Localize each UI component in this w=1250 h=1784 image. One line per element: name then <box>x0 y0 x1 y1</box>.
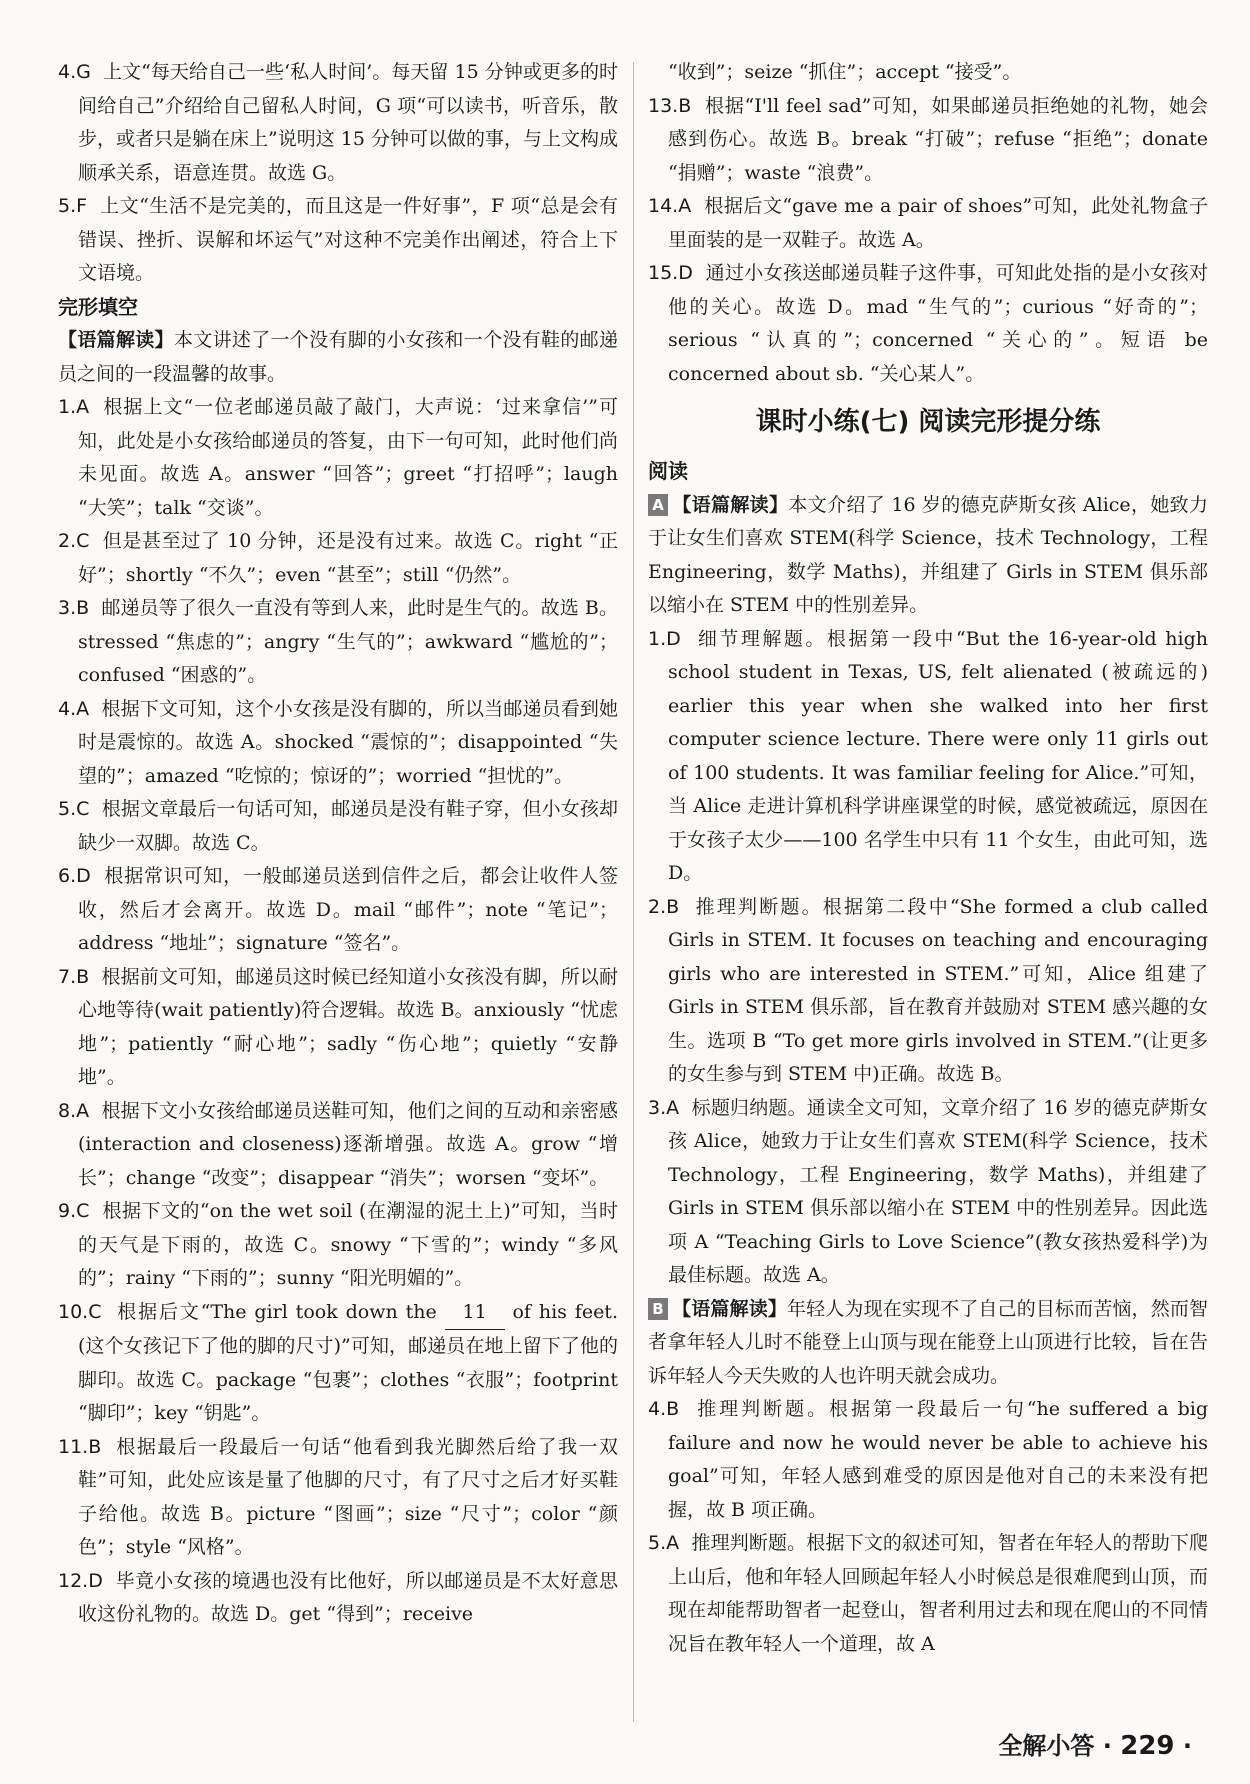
answer-item <box>58 525 618 592</box>
page-number: 229 <box>1120 1731 1175 1761</box>
left-column <box>58 56 618 1632</box>
column-divider <box>633 62 634 1722</box>
answer-text: 根据最后一段最后一句话“他看到我光脚然后给了我一双鞋”可知，此处应该是量了他脚的尺寸，有了尺寸之后才好买鞋子给他。故选 B。picture “图画”；size “尺寸”；color “颜色”；style “风格”。 <box>78 1435 618 1558</box>
note-tag: 【语篇解读】 <box>672 1297 787 1320</box>
answer-item <box>58 56 618 190</box>
cloze-answers <box>58 391 618 1296</box>
answer-item <box>648 190 1208 257</box>
answer-item <box>58 592 618 693</box>
passage-a-answers <box>648 623 1208 1293</box>
answer-number: 4.A <box>58 697 90 720</box>
answer-number: 10.C <box>58 1300 102 1323</box>
answer-number: 4.B <box>648 1398 680 1420</box>
section-cloze-heading: 完形填空 <box>58 294 138 319</box>
answer-item <box>648 891 1208 1092</box>
cloze-answers-final <box>648 90 1208 392</box>
answer-item <box>58 1565 618 1632</box>
right-column <box>648 56 1208 1661</box>
answer-item <box>58 1296 618 1431</box>
page-footer: 全解小答 · 229 · <box>998 1731 1192 1761</box>
answer-text: 上文“生活不是完美的，而且这是一件好事”，F 项“总是会有错误、挫折、误解和坏运气”对这种不完美作出阐述，符合上下文语境。 <box>78 195 618 284</box>
answer-text: 推理判断题。根据第二段中“She formed a club called Girls in STEM. It focuses on teaching and encouraging girls who are interested in STEM.”可知，Alice 组建了 Girls in STEM 俱乐部，旨在教育并鼓励对 STEM 感兴趣的女生。选项 B “To get more girls involved in STEM.”(让更多的女生参与到 STEM 中)正确。故选 B。 <box>668 895 1208 1085</box>
answer-text: 根据后文“gave me a pair of shoes”可知，此处礼物盒子里面装的是一双鞋子。故选 A。 <box>668 195 1208 251</box>
answer-text: 邮递员等了很久一直没有等到人来，此时是生气的。故选 B。stressed “焦虑的”；angry “生气的”；awkward “尴尬的”；confused “困惑的”。 <box>78 597 618 686</box>
answer-item <box>58 1195 618 1296</box>
answer-number: 8.A <box>58 1099 90 1122</box>
answer-number: 9.C <box>58 1200 90 1222</box>
answer-text: 但是甚至过了 10 分钟，还是没有过来。故选 C。right “正好”；shortly “不久”；even “甚至”；still “仍然”。 <box>78 530 618 586</box>
answer-item <box>58 1431 618 1565</box>
answer-item <box>58 1095 618 1196</box>
chapter-title: 课时小练(七) 阅读完形提分练 <box>755 407 1101 437</box>
note-text: 本文介绍了 16 岁的德克萨斯女孩 Alice，她致力于让女生们喜欢 STEM(科学 Science，技术 Technology，工程 Engineering，数学 Maths)，并组建了 Girls in STEM 俱乐部以缩小在 STEM 中的性别差异。 <box>648 493 1208 616</box>
note-tag: 【语篇解读】 <box>672 493 789 516</box>
answer-number: 3.A <box>648 1096 680 1119</box>
note-text: 本文讲述了一个没有脚的小女孩和一个没有鞋的邮递员之间的一段温馨的故事。 <box>58 329 618 385</box>
answer-item <box>58 961 618 1095</box>
passage-b-answers <box>648 1393 1208 1661</box>
answer-text: 根据下文小女孩给邮递员送鞋可知，他们之间的互动和亲密感(interaction and closeness)逐渐增强。故选 A。grow “增长”；change “改变”；disappear “消失”；worsen “变坏”。 <box>78 1099 618 1189</box>
answer-number: 13.B <box>648 94 692 117</box>
answer-text: 推理判断题。根据第一段最后一句“he suffered a big failure and now he would never be able to achieve his goal”可知，年轻人感到难受的原因是他对自己的未来没有把握，故 B 项正确。 <box>668 1398 1208 1521</box>
answer-text: 根据下文的“on the wet soil (在潮湿的泥土上)”可知，当时的天气是下雨的，故选 C。snowy “下雪的”；windy “多风的”；rainy “下雨的”；sunny “阳光明媚的”。 <box>78 1200 618 1289</box>
section-reading-heading: 阅读 <box>648 459 688 483</box>
answer-item <box>58 391 618 525</box>
answer-number: 12.D <box>58 1569 103 1592</box>
answer-text: 根据常识可知，一般邮递员送到信件之后，都会让收件人签收，然后才会离开。故选 D。mail “邮件”；note “笔记”；address “地址”；signature “签名”。 <box>78 865 618 954</box>
answer-item <box>648 257 1208 391</box>
answer-item <box>58 793 618 860</box>
answer-number: 5.F <box>58 195 88 217</box>
answer-item <box>648 1527 1208 1661</box>
answer-text: 根据上文“一位老邮递员敲了敲门，大声说：‘过来拿信’”可知，此处是小女孩给邮递员的答复，由下一句可知，此时他们尚未见面。故选 A。answer “回答”；greet “打招呼”；laugh “大笑”；talk “交谈”。 <box>78 396 618 519</box>
answer-number: 4.G <box>58 61 91 83</box>
answer-text: 细节理解题。根据第一段中“But the 16-year-old high school student in Texas, US, felt alienated (被疏远的) earlier this year when she walked into her first computer science lecture. There were only 11 girls out of 100 students. It was familiar feeling for Alice.”可知，当 Alice 走进计算机科学讲座课堂的时候，感觉被疏远，原因在于女孩子太少——100 名学生中只有 11 个女生，由此可知，选 D。 <box>668 627 1208 884</box>
answer-text: 标题归纳题。通读全文可知，文章介绍了 16 岁的德克萨斯女孩 Alice，她致力于让女生们喜欢 STEM(科学 Science，技术 Technology，工程 Engineering，数学 Maths)，并组建了 Girls in STEM 俱乐部以缩小在 STEM 中的性别差异。因此选项 A “Teaching Girls to Love Science”(教女孩热爱科学)为最佳标题。故选 A。 <box>668 1096 1208 1286</box>
answer-text: 毕竟小女孩的境遇也没有比他好，所以邮递员是不太好意思收这份礼物的。故选 D。get “得到”；receive <box>78 1569 618 1625</box>
answer-item <box>648 1393 1208 1527</box>
note-text: 年轻人为现在实现不了自己的目标而苦恼，然而智者拿年轻人儿时不能登上山顶与现在能登上山顶进行比较，旨在告诉年轻人今天失败的人也许明天就会成功。 <box>648 1297 1208 1387</box>
answer-number: 15.D <box>648 262 693 284</box>
answer-item <box>648 1092 1208 1293</box>
answer-text: 根据下文可知，这个小女孩是没有脚的，所以当邮递员看到她时是震惊的。故选 A。shocked “震惊的”；disappointed “失望的”；amazed “吃惊的；惊讶的”；worried “担忧的”。 <box>78 697 618 787</box>
continuation-text: “收到”；seize “抓住”；accept “接受”。 <box>668 61 1022 83</box>
answer-text-post: of his feet. (这个女孩记下了他的脚的尺寸)”可知，邮递员在地上留下了他的脚印。故选 C。package “包裹”；clothes “衣服”；footprint “脚印”；key “钥匙”。 <box>78 1300 618 1424</box>
answer-number: 5.A <box>648 1532 680 1554</box>
answer-number: 14.A <box>648 195 692 217</box>
passage-a-note <box>648 489 1208 623</box>
cloze-answers-end <box>58 1431 618 1632</box>
answer-text: 根据“I'll feel sad”可知，如果邮递员拒绝她的礼物，她会感到伤心。故选 B。break “打破”；refuse “拒绝”；donate “捐赠”；waste “浪费”。 <box>668 94 1208 184</box>
answer-text-pre: 根据后文“The girl took down the <box>117 1300 437 1323</box>
answer-number: 5.C <box>58 798 90 820</box>
answer-number: 2.B <box>648 895 680 918</box>
answer-text: 根据文章最后一句话可知，邮递员是没有鞋子穿，但小女孩却缺少一双脚。故选 C。 <box>78 798 618 854</box>
note-tag: 【语篇解读】 <box>58 329 174 351</box>
passage-b-badge: B <box>648 1298 668 1320</box>
answer-item <box>648 623 1208 891</box>
answer-item <box>58 190 618 291</box>
answer-item <box>648 90 1208 191</box>
answer-item <box>58 860 618 961</box>
footer-label: 全解小答 <box>998 1732 1095 1760</box>
passage-b-note <box>648 1293 1208 1394</box>
cloze-passage-note <box>58 324 618 391</box>
answer-number: 11.B <box>58 1435 102 1458</box>
answer-number: 3.B <box>58 597 90 619</box>
answer-text: 根据前文可知，邮递员这时候已经知道小女孩没有脚，所以耐心地等待(wait patiently)符合逻辑。故选 B。anxiously “忧虑地”；patiently “耐心地”；sadly “伤心地”；quietly “安静地”。 <box>78 965 618 1088</box>
blank-number: 11 <box>445 1296 505 1331</box>
answer-number: 2.C <box>58 530 90 552</box>
answer-text: 推理判断题。根据下文的叙述可知，智者在年轻人的帮助下爬上山后，他和年轻人回顾起年轻人小时候总是很难爬到山顶，而现在却能帮助智者一起登山，智者利用过去和现在爬山的不同情况旨在教年轻人一个道理，故 A <box>668 1532 1208 1655</box>
answer-number: 1.D <box>648 627 681 650</box>
answer-number: 1.A <box>58 396 90 418</box>
answer-text: 通过小女孩送邮递员鞋子这件事，可知此处指的是小女孩对他的关心。故选 D。mad “生气的”；curious “好奇的”；serious “认真的”；concerned “关心的”。短语 be concerned about sb. “关心某人”。 <box>668 262 1208 385</box>
answer-item <box>58 693 618 794</box>
answer-number: 7.B <box>58 965 90 988</box>
passage-a-badge: A <box>648 494 668 516</box>
answer-number: 6.D <box>58 865 91 887</box>
answer-text: 上文“每天给自己一些‘私人时间’。每天留 15 分钟或更多的时间给自己”介绍给自己留私人时间，G 项“可以读书，听音乐，散步，或者只是躺在床上”说明这 15 分钟可以做的事，与上文构成顺承关系，语意连贯。故选 G。 <box>78 61 618 184</box>
reading-answers-continued <box>58 56 618 291</box>
